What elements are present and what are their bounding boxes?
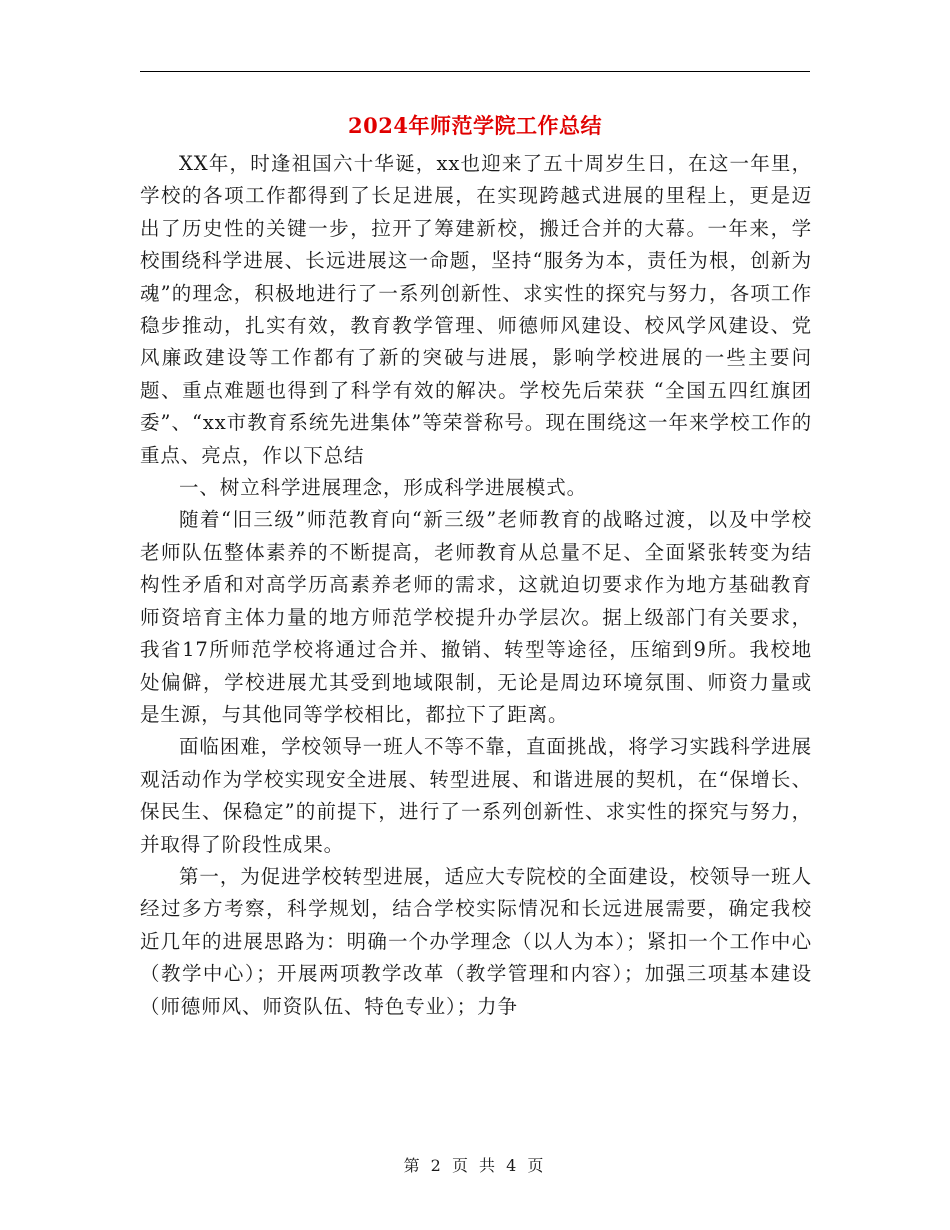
document-title: 2024年师范学院工作总结 xyxy=(348,113,602,138)
document-body xyxy=(140,148,812,1023)
body-paragraph-4: 第一，为促进学校转型进展，适应大专院校的全面建设，校领导一班人经过多方考察，科学规划，结合学校实际情况和长远进展需要，确定我校近几年的进展思路为：明确一个办学理念（以人为本）；紧扣一个工作中心（教学中心）；开展两项教学改革（教学管理和内容）；加强三项基本建设（师德师风、师资队伍、特色专业）；力争 xyxy=(140,864,812,1018)
body-paragraph-3: 面临困难，学校领导一班人不等不靠，直面挑战，将学习实践科学进展观活动作为学校实现安全进展、转型进展、和谐进展的契机，在“保增长、保民生、保稳定”的前提下，进行了一系列创新性、求实性的探究与努力，并取得了阶段性成果。 xyxy=(140,735,812,856)
header-rule xyxy=(140,71,810,72)
page-number-footer: 第 2 页 共 4 页 xyxy=(403,1156,547,1175)
body-paragraph-2: 随着“旧三级”师范教育向“新三级”老师教育的战略过渡，以及中学校老师队伍整体素养的不断提高，老师教育从总量不足、全面紧张转变为结构性矛盾和对高学历高素养老师的需求，这就迫切要求作为地方基础教育师资培育主体力量的地方师范学校提升办学层次。据上级部门有关要求，我省17所师范学校将通过合并、撤销、转型等途径，压缩到9所。我校地处偏僻，学校进展尤其受到地域限制，无论是周边环境氛围、师资力量或是生源，与其他同等学校相比，都拉下了距离。 xyxy=(140,508,812,726)
body-paragraph-1: XX年，时逢祖国六十华诞，xx也迎来了五十周岁生日，在这一年里，学校的各项工作都得到了长足进展，在实现跨越式进展的里程上，更是迈出了历史性的关键一步，拉开了筹建新校，搬迁合并的大幕。一年来，学校围绕科学进展、长远进展这一命题，坚持“服务为本，责任为根，创新为魂”的理念，积极地进行了一系列创新性、求实性的探究与努力，各项工作稳步推动，扎实有效，教育教学管理、师德师风建设、校风学风建设、党风廉政建设等工作都有了新的突破与进展，影响学校进展的一些主要问题、重点难题也得到了科学有效的解决。学校先后荣获 “全国五四红旗团委”、“xx市教育系统先进集体”等荣誉称号。现在围绕这一年来学校工作的重点、亮点，作以下总结 xyxy=(140,152,812,467)
section-heading-1: 一、树立科学进展理念，形成科学进展模式。 xyxy=(179,476,588,500)
